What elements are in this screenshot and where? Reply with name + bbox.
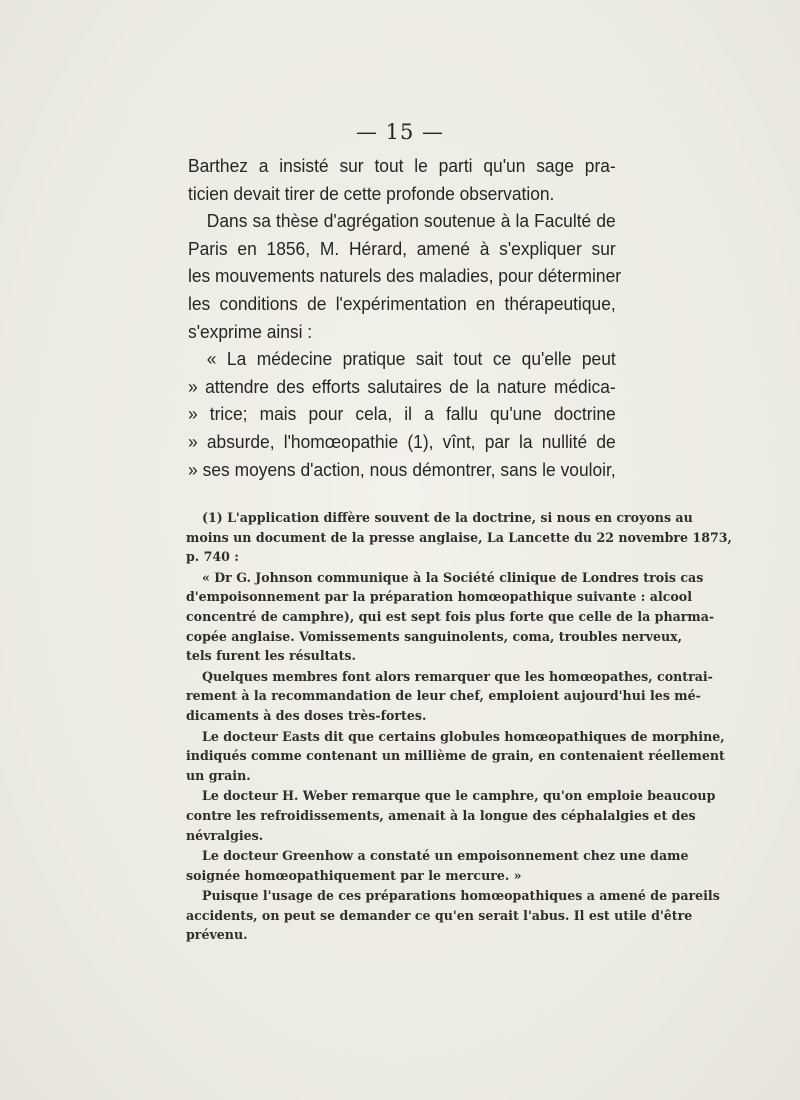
footnote-line: accidents, on peut se demander ce qu'en serait l'abus. Il est utile d'être xyxy=(186,907,693,923)
text-line: les mouvements naturels des maladies, pour déterminer xyxy=(188,265,622,287)
footnote-line: p. 740 : xyxy=(186,549,239,565)
footnote-line: Puisque l'usage de ces préparations homœopathiques a amené de pareils xyxy=(202,888,720,904)
footnote-paragraph xyxy=(186,568,715,666)
footnote-paragraph xyxy=(186,667,713,726)
footnote-paragraph xyxy=(186,727,725,786)
footnotes xyxy=(186,508,732,946)
page-number: — 15 — xyxy=(355,120,445,144)
text-line: » absurde, l'homœopathie (1), vînt, par la nullité de xyxy=(188,430,616,452)
text-line: » ses moyens d'action, nous démontrer, sans le vouloir, xyxy=(188,458,616,480)
text-line: « La médecine pratique sait tout ce qu'elle peut xyxy=(206,348,616,370)
footnote-line: névralgies. xyxy=(186,827,264,843)
footnote-line: soignée homœopathiquement par le mercure. » xyxy=(186,867,522,883)
footnote-line: rement à la recommandation de leur chef, emploient aujourd'hui les mé- xyxy=(186,688,701,704)
text-line: les conditions de l'expérimentation en thérapeutique, xyxy=(188,292,616,314)
footnote-line: prévenu. xyxy=(186,927,248,943)
text-line: » attendre des efforts salutaires de la nature médica- xyxy=(188,375,616,397)
footnote-line: contre les refroidissements, amenait à la longue des céphalalgies et des xyxy=(186,807,696,823)
footnote-line: Le docteur Easts dit que certains globules homœopathiques de morphine, xyxy=(202,728,725,744)
footnote-line: moins un document de la presse anglaise, La Lancette du 22 novembre 1873, xyxy=(186,529,732,545)
footnote-line: d'empoisonnement par la préparation homœopathique suivante : alcool xyxy=(186,589,692,605)
footnote-line: Quelques membres font alors remarquer que les homœopathes, contrai- xyxy=(202,668,713,684)
footnote-line: Le docteur H. Weber remarque que le camphre, qu'on emploie beaucoup xyxy=(202,788,716,804)
footnote-line: tels furent les résultats. xyxy=(186,648,356,664)
footnote-line: copée anglaise. Vomissements sanguinolents, coma, troubles nerveux, xyxy=(186,628,683,644)
footnote-line: (1) L'application diffère souvent de la doctrine, si nous en croyons au xyxy=(202,510,693,525)
text-line: ticien devait tirer de cette profonde observation. xyxy=(188,182,555,204)
footnote-line: concentré de camphre), qui est sept fois plus forte que celle de la pharma- xyxy=(186,608,715,624)
footnote-line: dicaments à des doses très-fortes. xyxy=(186,707,427,723)
footnote-line: « Dr G. Johnson communique à la Société clinique de Londres trois cas xyxy=(202,569,704,585)
text-line: s'exprime ainsi : xyxy=(188,320,313,342)
main-text xyxy=(188,152,622,483)
text-line: Barthez a insisté sur tout le parti qu'un sage pra- xyxy=(188,155,616,176)
footnote-line: Le docteur Greenhow a constaté un empoisonnement chez une dame xyxy=(202,848,689,864)
footnote-paragraph xyxy=(186,846,689,885)
footnote-line: indiqués comme contenant un millième de grain, en contenaient réellement xyxy=(186,748,725,764)
text-line: Dans sa thèse d'agrégation soutenue à la Faculté de xyxy=(206,210,616,232)
footnote-paragraph xyxy=(186,786,716,845)
footnote-line: un grain. xyxy=(186,767,251,783)
footnote-paragraph xyxy=(186,508,732,567)
footnote-paragraph xyxy=(186,886,720,945)
text-line: » trice; mais pour cela, il a fallu qu'une doctrine xyxy=(188,403,616,425)
text-line: Paris en 1856, M. Hérard, amené à s'expliquer sur xyxy=(188,237,616,259)
